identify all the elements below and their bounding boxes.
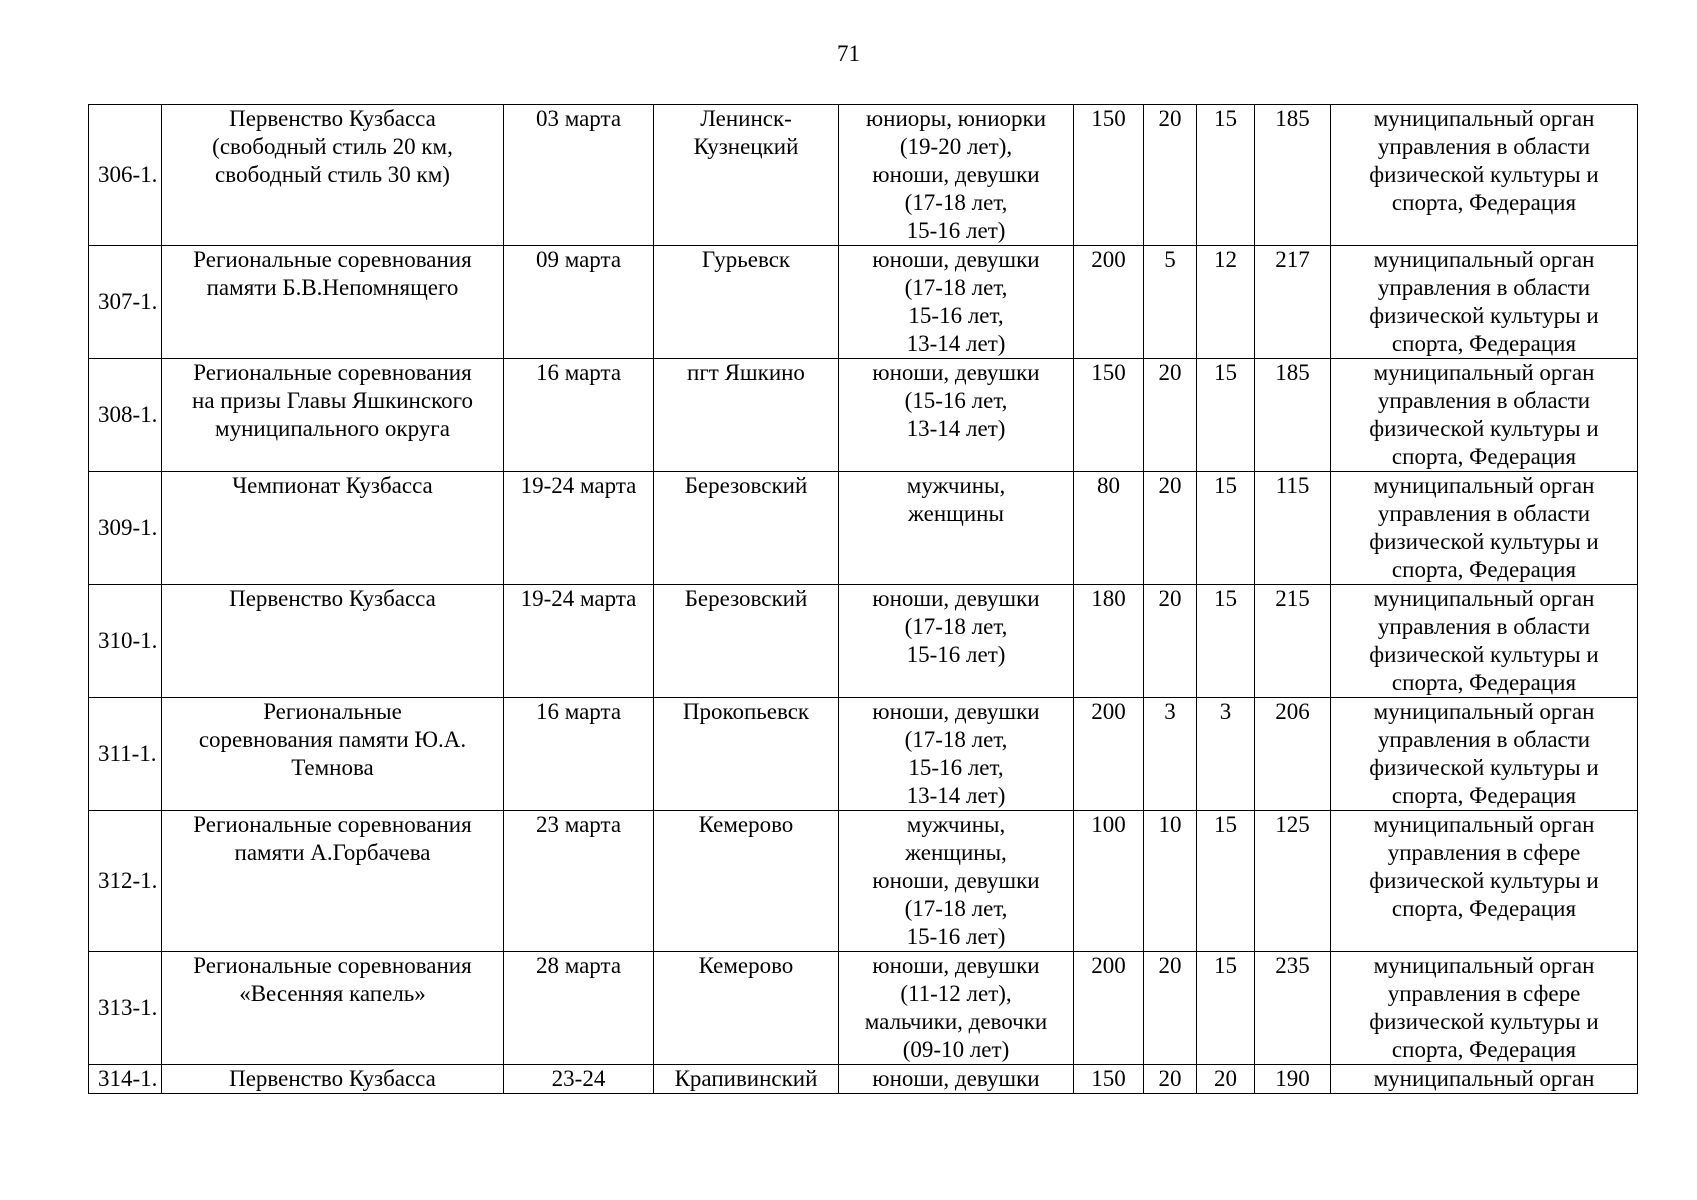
event-date-line: 23 марта [535, 812, 622, 837]
judges-count: 20 [1197, 1065, 1255, 1094]
organizer-line: муниципальный орган [1373, 473, 1595, 498]
judges-count: 15 [1197, 952, 1255, 1065]
total-count: 235 [1255, 952, 1331, 1065]
participants-line: 15-16 лет, [908, 303, 1004, 328]
row-number: 309-1. [89, 472, 162, 585]
participants-line: женщины, [905, 840, 1007, 865]
organizer-line: спорта, Федерация [1391, 783, 1577, 808]
organizer-line: управления в сфере [1387, 981, 1581, 1006]
row-number: 307-1. [89, 246, 162, 359]
organizer-line: управления в сфере [1387, 840, 1581, 865]
row-number: 312-1. [89, 811, 162, 952]
athletes-count: 200 [1074, 698, 1144, 811]
participants-line: юноши, девушки [872, 699, 1040, 724]
organizer-cell [1331, 1065, 1638, 1094]
participants-line: (17-18 лет, [904, 275, 1008, 300]
events-table [88, 104, 1638, 1094]
organizer-line: физической культуры и [1369, 416, 1599, 441]
event-date-cell [504, 1065, 654, 1094]
participants-line: 15-16 лет) [906, 642, 1006, 667]
event-name-line: Региональные соревнования [193, 812, 472, 837]
event-place-line: Гурьевск [701, 247, 791, 272]
organizer-line: муниципальный орган [1373, 953, 1595, 978]
organizer-line: муниципальный орган [1373, 699, 1595, 724]
event-date-line: 19-24 марта [520, 473, 637, 498]
event-place-cell [654, 811, 839, 952]
organizer-line: физической культуры и [1369, 755, 1599, 780]
event-place-line: Кузнецкий [693, 134, 799, 159]
participants-line: мужчины, [906, 473, 1006, 498]
event-date-cell [504, 246, 654, 359]
event-date-cell [504, 585, 654, 698]
table-row [89, 585, 1638, 698]
organizer-cell [1331, 105, 1638, 246]
total-count: 217 [1255, 246, 1331, 359]
organizer-line: спорта, Федерация [1391, 557, 1577, 582]
event-date-line: 16 марта [535, 699, 622, 724]
event-name-cell [162, 1065, 504, 1094]
event-name-line: муниципального округа [215, 416, 450, 441]
athletes-count: 80 [1074, 472, 1144, 585]
judges-count: 15 [1197, 105, 1255, 246]
table-row [89, 952, 1638, 1065]
organizer-line: управления в области [1377, 501, 1591, 526]
table-row [89, 472, 1638, 585]
organizer-line: спорта, Федерация [1391, 670, 1577, 695]
participants-line: (17-18 лет, [904, 190, 1008, 215]
organizer-line: спорта, Федерация [1391, 190, 1577, 215]
event-name-line: Региональные [263, 699, 402, 724]
participants-line: 13-14 лет) [906, 783, 1006, 808]
organizer-cell [1331, 246, 1638, 359]
event-name-line: Региональные соревнования [193, 360, 472, 385]
event-place-cell [654, 246, 839, 359]
organizer-line: спорта, Федерация [1391, 1037, 1577, 1062]
event-date-line: 03 марта [535, 106, 622, 131]
event-place-cell [654, 105, 839, 246]
event-place-line: Ленинск- [700, 106, 792, 131]
coaches-count: 20 [1144, 1065, 1197, 1094]
judges-count: 15 [1197, 811, 1255, 952]
coaches-count: 20 [1144, 105, 1197, 246]
event-date-cell [504, 811, 654, 952]
organizer-line: физической культуры и [1369, 303, 1599, 328]
organizer-line: управления в области [1377, 727, 1591, 752]
athletes-count: 200 [1074, 246, 1144, 359]
participants-line: женщины [908, 501, 1004, 526]
table-row [89, 105, 1638, 246]
event-place-cell [654, 472, 839, 585]
event-name-cell [162, 472, 504, 585]
participants-line: (19-20 лет), [899, 134, 1013, 159]
event-name-line: Чемпионат Кузбасса [232, 473, 433, 498]
organizer-cell [1331, 359, 1638, 472]
judges-count: 12 [1197, 246, 1255, 359]
table-row [89, 811, 1638, 952]
participants-line: 13-14 лет) [906, 416, 1006, 441]
organizer-line: муниципальный орган [1373, 586, 1595, 611]
judges-count: 15 [1197, 472, 1255, 585]
event-name-line: Первенство Кузбасса [229, 586, 436, 611]
row-number: 308-1. [89, 359, 162, 472]
coaches-count: 20 [1144, 585, 1197, 698]
total-count: 125 [1255, 811, 1331, 952]
event-place-line: Прокопьевск [682, 699, 810, 724]
participants-cell [839, 811, 1074, 952]
judges-count: 3 [1197, 698, 1255, 811]
participants-line: мальчики, девочки [864, 1009, 1048, 1034]
organizer-cell [1331, 952, 1638, 1065]
table-row [89, 246, 1638, 359]
participants-cell [839, 472, 1074, 585]
coaches-count: 3 [1144, 698, 1197, 811]
event-place-line: Березовский [684, 473, 808, 498]
coaches-count: 10 [1144, 811, 1197, 952]
event-date-line: 28 марта [535, 953, 622, 978]
participants-line: юноши, девушки [872, 953, 1040, 978]
participants-cell [839, 698, 1074, 811]
organizer-line: управления в области [1377, 134, 1591, 159]
athletes-count: 180 [1074, 585, 1144, 698]
athletes-count: 150 [1074, 359, 1144, 472]
coaches-count: 20 [1144, 472, 1197, 585]
event-place-cell [654, 359, 839, 472]
event-name-cell [162, 246, 504, 359]
participants-cell [839, 1065, 1074, 1094]
total-count: 185 [1255, 105, 1331, 246]
row-number: 306-1. [89, 105, 162, 246]
athletes-count: 150 [1074, 105, 1144, 246]
organizer-line: физической культуры и [1369, 868, 1599, 893]
row-number: 311-1. [89, 698, 162, 811]
organizer-line: муниципальный орган [1373, 1066, 1595, 1091]
participants-line: юноши, девушки [872, 360, 1040, 385]
events-table-body [89, 105, 1638, 1094]
athletes-count: 150 [1074, 1065, 1144, 1094]
organizer-line: физической культуры и [1369, 162, 1599, 187]
event-name-line: на призы Главы Яшкинского [192, 388, 473, 413]
event-name-line: (свободный стиль 20 км, [212, 134, 453, 159]
page-number: 71 [837, 41, 860, 66]
participants-line: (15-16 лет, [904, 388, 1008, 413]
organizer-line: спорта, Федерация [1391, 896, 1577, 921]
event-name-cell [162, 811, 504, 952]
organizer-line: спорта, Федерация [1391, 331, 1577, 356]
event-name-line: Темнова [291, 755, 374, 780]
participants-line: 13-14 лет) [906, 331, 1006, 356]
organizer-line: управления в области [1377, 614, 1591, 639]
total-count: 115 [1255, 472, 1331, 585]
event-name-cell [162, 952, 504, 1065]
coaches-count: 5 [1144, 246, 1197, 359]
organizer-cell [1331, 698, 1638, 811]
participants-line: мужчины, [906, 812, 1006, 837]
participants-line: (09-10 лет) [902, 1037, 1010, 1062]
event-place-cell [654, 585, 839, 698]
event-place-line: Крапивинский [674, 1066, 818, 1091]
event-place-line: Кемерово [698, 812, 794, 837]
participants-line: (11-12 лет), [900, 981, 1012, 1006]
event-date-line: 09 марта [535, 247, 622, 272]
participants-cell [839, 952, 1074, 1065]
event-name-line: Региональные соревнования [193, 247, 472, 272]
event-name-line: Региональные соревнования [193, 953, 472, 978]
participants-line: юноши, девушки [872, 162, 1040, 187]
organizer-line: управления в области [1377, 388, 1591, 413]
participants-cell [839, 359, 1074, 472]
event-date-cell [504, 472, 654, 585]
table-row [89, 359, 1638, 472]
row-number: 310-1. [89, 585, 162, 698]
event-place-cell [654, 1065, 839, 1094]
event-name-line: памяти Б.В.Непомнящего [206, 275, 459, 300]
participants-line: юноши, девушки [872, 1066, 1040, 1091]
participants-line: (17-18 лет, [904, 896, 1008, 921]
organizer-line: физической культуры и [1369, 642, 1599, 667]
event-place-cell [654, 952, 839, 1065]
table-row [89, 1065, 1638, 1094]
total-count: 185 [1255, 359, 1331, 472]
event-date-line: 19-24 марта [520, 586, 637, 611]
organizer-line: физической культуры и [1369, 1009, 1599, 1034]
event-name-cell [162, 698, 504, 811]
athletes-count: 200 [1074, 952, 1144, 1065]
organizer-line: муниципальный орган [1373, 360, 1595, 385]
event-date-cell [504, 698, 654, 811]
event-name-line: соревнования памяти Ю.А. [198, 727, 467, 752]
participants-line: (17-18 лет, [904, 727, 1008, 752]
event-date-cell [504, 952, 654, 1065]
event-name-line: «Весенняя капель» [239, 981, 426, 1006]
participants-cell [839, 105, 1074, 246]
event-place-cell [654, 698, 839, 811]
participants-line: юноши, девушки [872, 868, 1040, 893]
event-place-line: пгт Яшкино [687, 360, 805, 385]
event-place-line: Кемерово [698, 953, 794, 978]
participants-line: юноши, девушки [872, 586, 1040, 611]
event-name-line: свободный стиль 30 км) [215, 162, 450, 187]
participants-line: (17-18 лет, [904, 614, 1008, 639]
event-name-line: Первенство Кузбасса [229, 106, 436, 131]
participants-cell [839, 585, 1074, 698]
judges-count: 15 [1197, 359, 1255, 472]
organizer-line: муниципальный орган [1373, 247, 1595, 272]
event-name-cell [162, 585, 504, 698]
organizer-line: спорта, Федерация [1391, 444, 1577, 469]
organizer-cell [1331, 585, 1638, 698]
coaches-count: 20 [1144, 952, 1197, 1065]
participants-line: юноши, девушки [872, 247, 1040, 272]
total-count: 190 [1255, 1065, 1331, 1094]
organizer-line: муниципальный орган [1373, 812, 1595, 837]
organizer-cell [1331, 811, 1638, 952]
organizer-line: муниципальный орган [1373, 106, 1595, 131]
event-name-line: Первенство Кузбасса [229, 1066, 436, 1091]
row-number: 314-1. [89, 1065, 162, 1094]
organizer-line: физической культуры и [1369, 529, 1599, 554]
participants-line: 15-16 лет, [908, 755, 1004, 780]
athletes-count: 100 [1074, 811, 1144, 952]
event-date-cell [504, 359, 654, 472]
total-count: 215 [1255, 585, 1331, 698]
table-row [89, 698, 1638, 811]
event-date-cell [504, 105, 654, 246]
judges-count: 15 [1197, 585, 1255, 698]
organizer-cell [1331, 472, 1638, 585]
event-name-cell [162, 105, 504, 246]
event-place-line: Березовский [684, 586, 808, 611]
coaches-count: 20 [1144, 359, 1197, 472]
organizer-line: управления в области [1377, 275, 1591, 300]
event-date-line: 23-24 [551, 1066, 606, 1091]
participants-line: 15-16 лет) [906, 924, 1006, 949]
event-name-line: памяти А.Горбачева [234, 840, 431, 865]
participants-cell [839, 246, 1074, 359]
event-date-line: 16 марта [535, 360, 622, 385]
total-count: 206 [1255, 698, 1331, 811]
participants-line: юниоры, юниорки [865, 106, 1047, 131]
participants-line: 15-16 лет) [906, 218, 1006, 243]
event-name-cell [162, 359, 504, 472]
row-number: 313-1. [89, 952, 162, 1065]
